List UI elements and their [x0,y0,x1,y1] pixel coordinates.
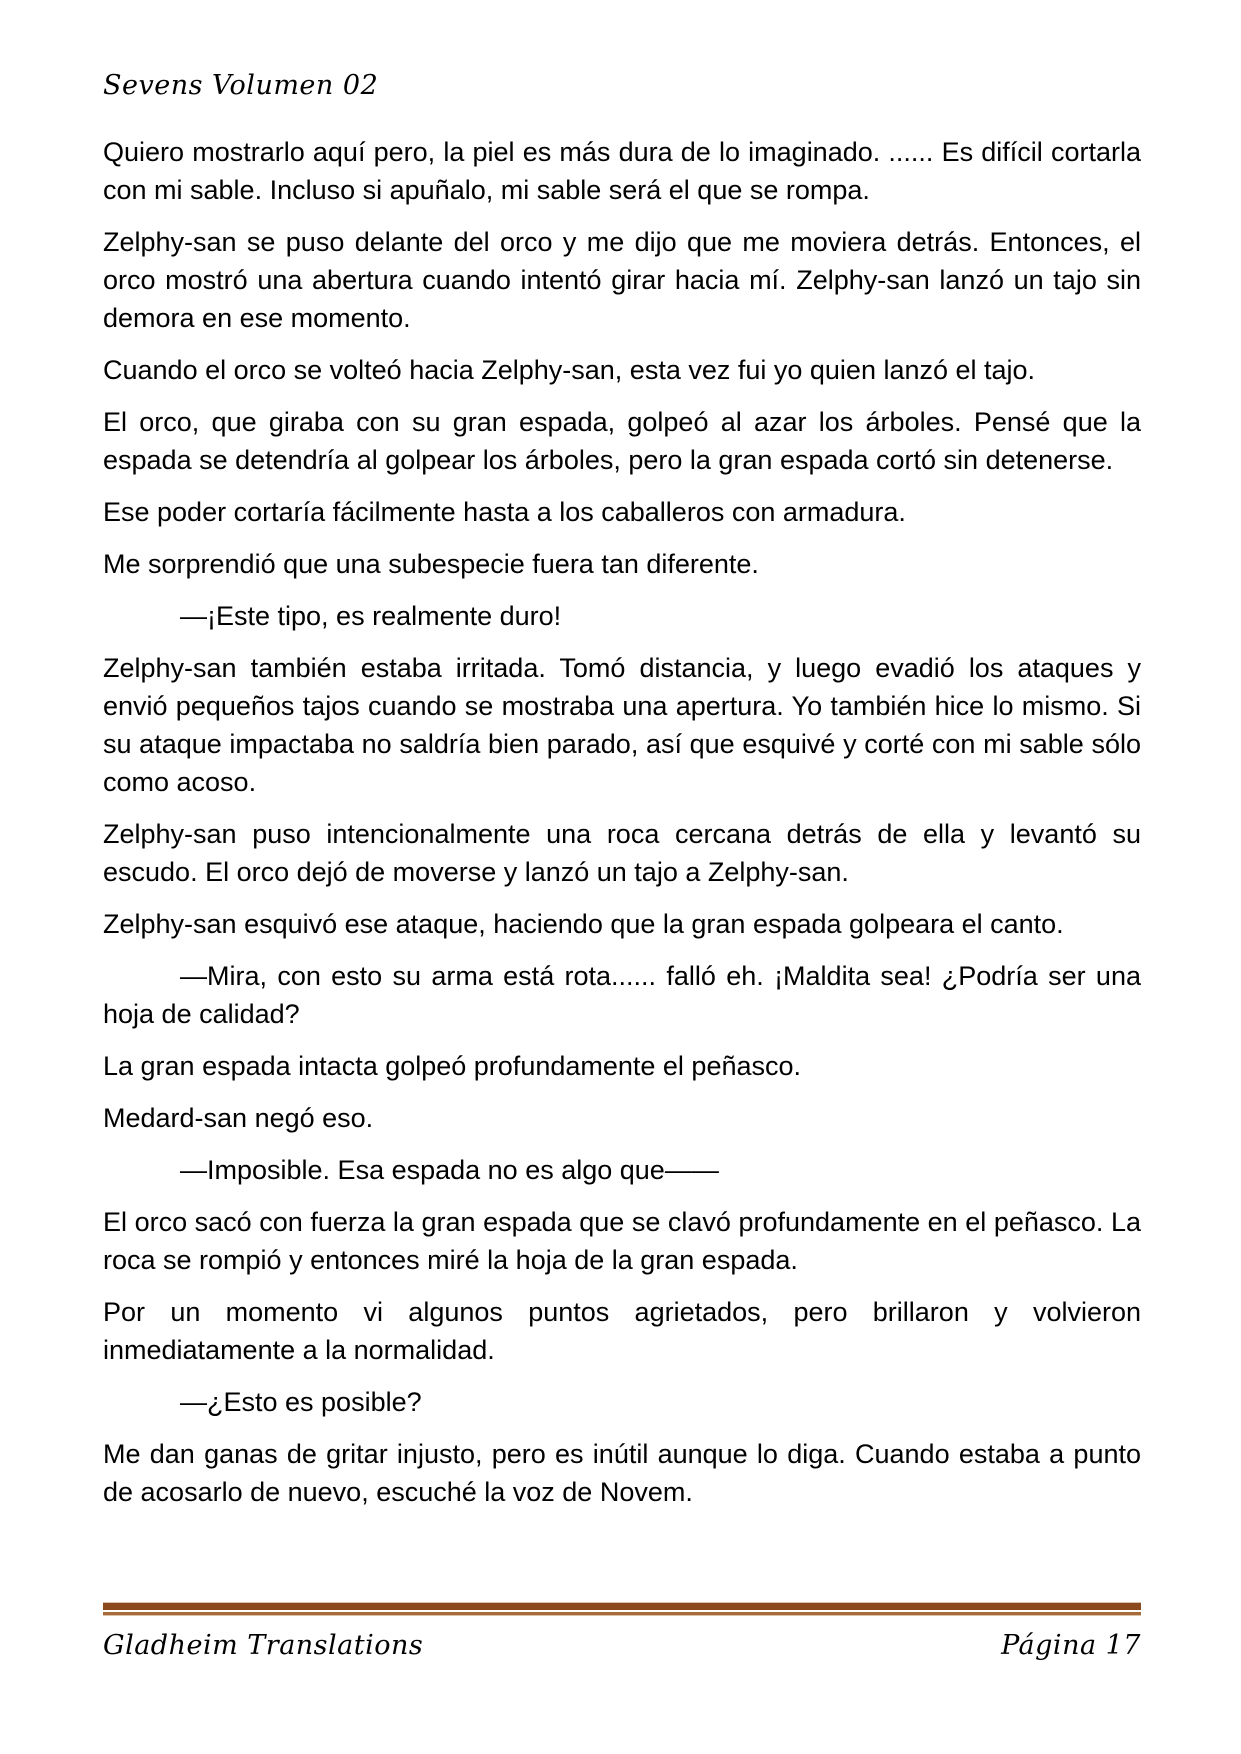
paragraph: Me sorprendió que una subespecie fuera tan diferente. [103,549,759,579]
paragraph: La gran espada intacta golpeó profundamente el peñasco. [103,1051,802,1081]
paragraph: Me dan ganas de gritar injusto, pero es inútil aunque lo diga. Cuando estaba a punto de acosarlo de nuevo, escuché la voz de Novem. [103,1439,1141,1507]
dialogue-paragraph: —Imposible. Esa espada no es algo que—— [180,1155,719,1185]
paragraph: Zelphy-san puso intencionalmente una roca cercana detrás de ella y levantó su escudo. El orco dejó de moverse y lanzó un tajo a Zelphy-san. [103,819,1141,887]
header-title: Sevens Volumen 02 [103,70,379,101]
paragraph: Zelphy-san se puso delante del orco y me dijo que me moviera detrás. Entonces, el orco mostró una abertura cuando intentó girar hacia mí. Zelphy-san lanzó un tajo sin demora en ese momento. [103,227,1141,333]
dialogue-paragraph: —¡Este tipo, es realmente duro! [180,601,562,631]
paragraph: Medard-san negó eso. [103,1103,374,1133]
page-body [103,133,1141,1511]
paragraph: El orco, que giraba con su gran espada, golpeó al azar los árboles. Pensé que la espada se detendría al golpear los árboles, pero la gran espada cortó sin detenerse. [103,407,1141,475]
paragraph: Zelphy-san esquivó ese ataque, haciendo que la gran espada golpeara el canto. [103,909,1064,939]
dialogue-paragraph: —Mira, con esto su arma está rota...... falló eh. ¡Maldita sea! ¿Podría ser una hoja de calidad? [103,961,1141,1029]
paragraph: Cuando el orco se volteó hacia Zelphy-san, esta vez fui yo quien lanzó el tajo. [103,355,1036,385]
paragraph: Ese poder cortaría fácilmente hasta a los caballeros con armadura. [103,497,906,527]
footer [103,1602,1141,1754]
paragraph: Quiero mostrarlo aquí pero, la piel es más dura de lo imaginado. ...... Es difícil cortarla con mi sable. Incluso si apuñalo, mi sable será el que se rompa. [103,137,1141,205]
paragraph: El orco sacó con fuerza la gran espada que se clavó profundamente en el peñasco. La roca se rompió y entonces miré la hoja de la gran espada. [103,1207,1141,1275]
footer-rule-edge-bottom [103,1615,1141,1616]
paragraph: Zelphy-san también estaba irritada. Tomó distancia, y luego evadió los ataques y envió pequeños tajos cuando se mostraba una apertura. Yo también hice lo mismo. Si su ataque impactaba no saldría bien parado, así que esquivé y corté con mi sable sólo como acoso. [103,653,1141,797]
footer-rule [103,1602,1141,1616]
footer-rule-thick [103,1603,1141,1610]
page-number: Página 17 [1001,1630,1141,1661]
footer-row [103,1630,1141,1661]
header [103,70,1141,101]
dialogue-paragraph: —¿Esto es posible? [180,1387,422,1417]
footer-translator-name: Gladheim Translations [103,1630,424,1661]
paragraph: Por un momento vi algunos puntos agrietados, pero brillaron y volvieron inmediatamente a la normalidad. [103,1297,1141,1365]
